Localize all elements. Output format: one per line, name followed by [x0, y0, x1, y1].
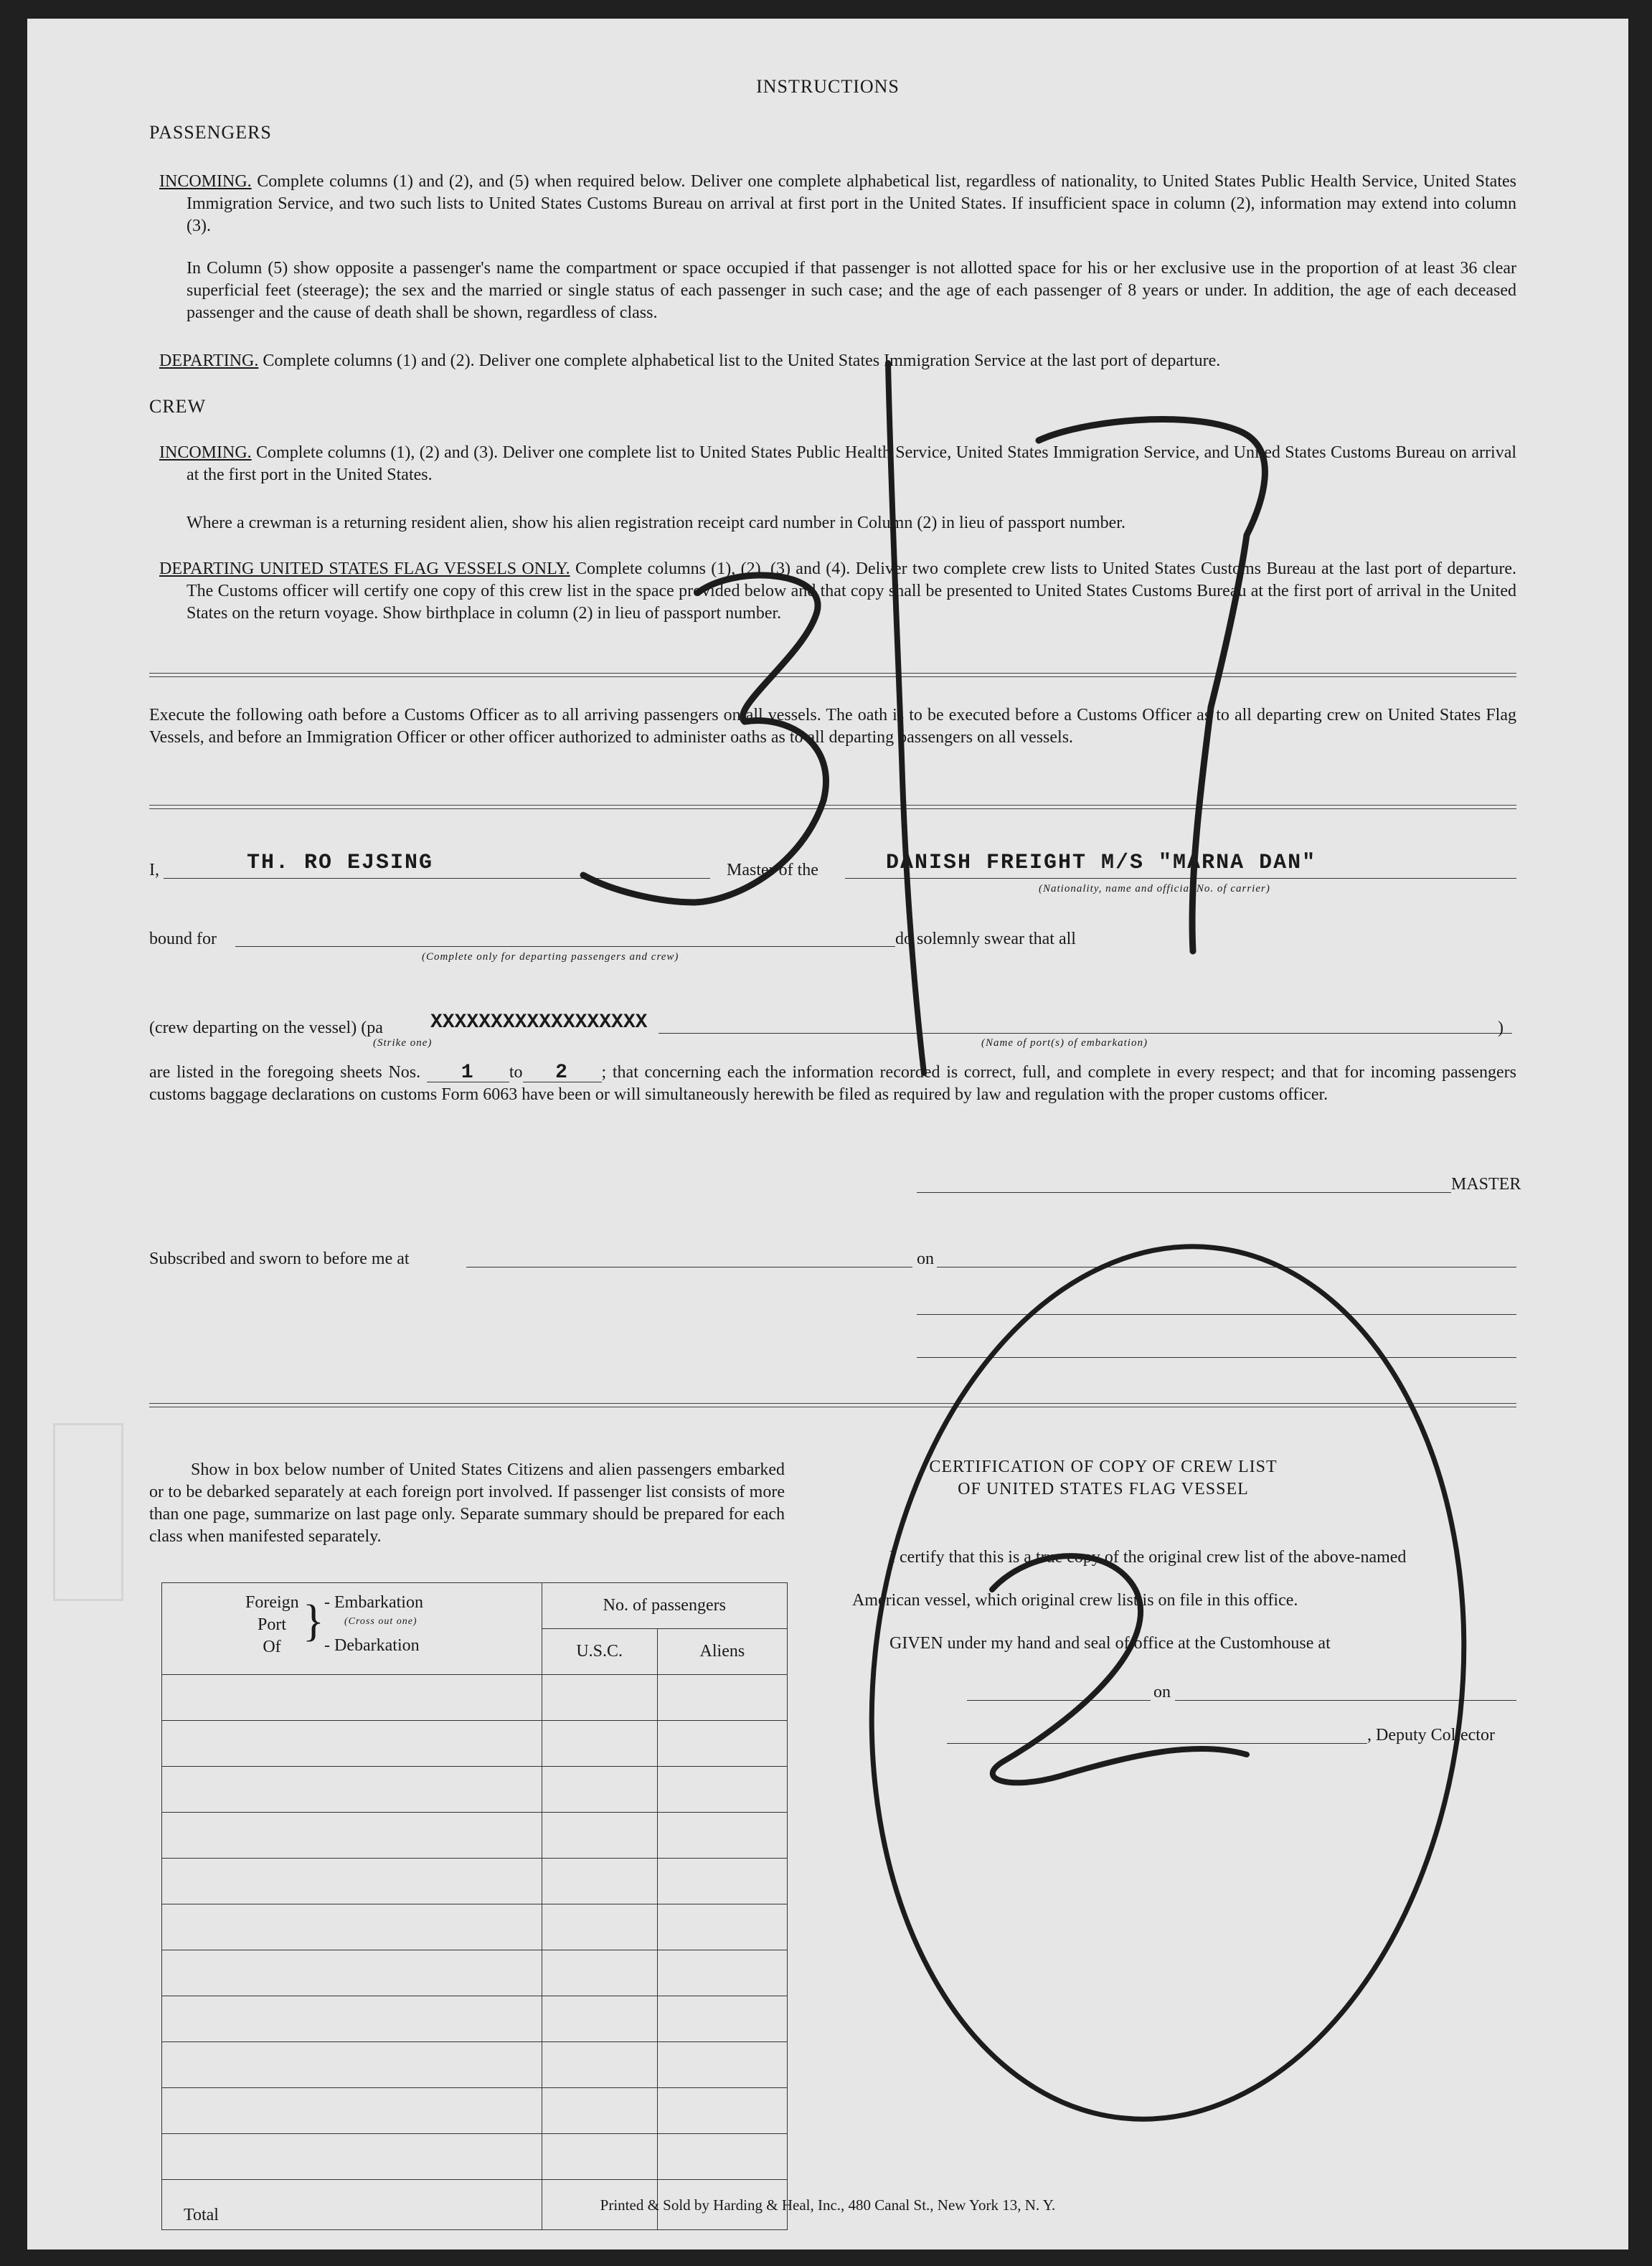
faded-stamp: [53, 1423, 123, 1601]
strike-caption: (Strike one): [373, 1037, 433, 1049]
master-of-label: Master of the: [727, 861, 818, 879]
crew-departing-label: DEPARTING UNITED STATES FLAG VESSELS ONLY.: [159, 560, 570, 578]
handwritten-digit-2: [992, 1556, 1247, 1783]
deputy-collector-label: , Deputy Collector: [1367, 1726, 1495, 1745]
crew-heading: CREW: [149, 396, 207, 417]
passengers-incoming-text: Complete columns (1) and (2), and (5) when required below. Deliver one complete alphabetical list, regardless of nationality, to United States Public Health Service, United States Immigration Service, and two such lists to United States Customs Bureau on arrival at first port in the United States. If insufficient space in column (2), information may extend into column (3).: [187, 172, 1516, 235]
close-paren: ): [1498, 1019, 1504, 1037]
given-text: GIVEN under my hand and seal of office at the Customhouse at: [889, 1634, 1331, 1653]
handwritten-circle: [829, 1217, 1506, 2148]
crew-departing-text: Complete columns (1), (2), (3) and (4). Deliver two complete crew lists to United States Customs Bureau at the last port of departure. The Customs officer will certify one copy of this crew list in the space provided below and that copy shall be presented to United States Customs Bureau at the first port of arrival in the United States on the return voyage. Show birthplace in column (2) in lieu of passport number.: [187, 560, 1516, 623]
handwritten-sheet-number: 317: [56, 47, 57, 48]
crew-departing-label: (crew departing on the vessel) (pa: [149, 1019, 383, 1037]
i-label: I,: [149, 861, 159, 879]
col-of: Of: [263, 1638, 281, 1656]
aliens-header: Aliens: [657, 1629, 787, 1675]
form-page: [27, 19, 1628, 2250]
passengers-column5-note: In Column (5) show opposite a passenger's name the compartment or space occupied if that passenger is not allotted space for his or her exclusive use in the proportion of at least 36 clear superficial feet (steerage); the sex and the married or single status of each passenger in such case; and the age of each passenger of 8 years or under. In addition, the age of each deceased passenger and the cause of death shall be shown, regardless of class.: [187, 259, 1516, 322]
debarkation-label: - Debarkation: [324, 1636, 420, 1655]
sheet-to: 2: [555, 1062, 569, 1084]
master-name: TH. RO EJSING: [247, 851, 434, 875]
col-foreign: Foreign: [245, 1593, 299, 1612]
vessel-caption: (Nationality, name and official No. of carrier): [1039, 883, 1270, 894]
handwritten-digit-7: [1039, 420, 1265, 951]
bound-for-label: bound for: [149, 930, 217, 948]
total-label: Total: [162, 2180, 542, 2230]
handwritten-digit-1: [888, 363, 924, 1073]
passengers-departing-text: Complete columns (1) and (2). Deliver one complete alphabetical list to the United States Immigration Service at the last port of departure.: [263, 351, 1221, 370]
oath-intro: Execute the following oath before a Customs Officer as to all arriving passengers on all vessels. The oath is to be executed before a Customs Officer as to all departing crew on United States Flag Vessels, and before an Immigration Officer or other officer authorized to administer oaths as to all departing passengers on all vessels.: [149, 706, 1516, 747]
struck-text: XXXXXXXXXXXXXXXXXX: [430, 1011, 648, 1034]
passengers-incoming-label: INCOMING.: [159, 172, 252, 191]
crew-crewman-note: Where a crewman is a returning resident alien, show his alien registration receipt card number in Column (2) in lieu of passport number.: [187, 514, 1125, 532]
passengers-departing-label: DEPARTING.: [159, 351, 259, 370]
summary-instructions: Show in box below number of United States Citizens and alien passengers embarked or to be debarked separately at each foreign port involved. If passenger list consists of more than one page, summarize on last page only. Separate summary should be prepared for each class when manifested separately.: [149, 1460, 785, 1546]
no-passengers-header: No. of passengers: [542, 1583, 787, 1629]
cross-out-caption: (Cross out one): [344, 1616, 417, 1627]
on-label: on: [917, 1250, 934, 1268]
master-label: MASTER: [1451, 1175, 1521, 1194]
ports-caption: (Name of port(s) of embarkation): [981, 1037, 1148, 1049]
handwritten-annotations: [27, 19, 1628, 2250]
certification-title-line1: CERTIFICATION OF COPY OF CREW LIST: [929, 1458, 1278, 1476]
cert-on-label: on: [1153, 1683, 1171, 1701]
embarkation-label: - Embarkation: [324, 1593, 423, 1612]
crew-incoming-label: INCOMING.: [159, 443, 252, 462]
to-label: to: [509, 1063, 523, 1082]
col-port: Port: [257, 1615, 286, 1634]
swear-text: do solemnly swear that all: [895, 930, 1076, 948]
bound-for-caption: (Complete only for departing passengers and crew): [422, 951, 679, 963]
subscribed-label: Subscribed and sworn to before me at: [149, 1250, 410, 1268]
page-title: INSTRUCTIONS: [756, 76, 900, 97]
passengers-heading: PASSENGERS: [149, 122, 272, 143]
crew-incoming-text: Complete columns (1), (2) and (3). Deliver one complete list to United States Public Health Service, United States Immigration Service, and United States Customs Bureau on arrival at the first port in the United States.: [187, 443, 1517, 484]
certify-line1: I certify that this is a true copy of the original crew list of the above-named: [889, 1548, 1407, 1567]
certification-title-line2: OF UNITED STATES FLAG VESSEL: [958, 1480, 1249, 1498]
vessel-name: DANISH FREIGHT M/S "MARNA DAN": [886, 851, 1317, 875]
statement-rest: ; that concerning each the information recorded is correct, full, and complete in every respect; and that for incoming passengers customs baggage declarations on customs Form 6063 have been or will simultaneously herewith be filed as required by law and regulation with the proper customs officer.: [149, 1063, 1517, 1104]
printer-footer: Printed & Sold by Harding & Heal, Inc., 480 Canal St., New York 13, N. Y.: [600, 2196, 1056, 2214]
brace-icon: }: [303, 1597, 324, 1646]
handwritten-digit-3: [583, 575, 826, 902]
usc-header: U.S.C.: [542, 1629, 657, 1675]
sheet-from: 1: [461, 1062, 475, 1084]
certify-line2: American vessel, which original crew list is on file in this office.: [852, 1591, 1298, 1610]
listed-label: are listed in the foregoing sheets Nos.: [149, 1063, 421, 1082]
